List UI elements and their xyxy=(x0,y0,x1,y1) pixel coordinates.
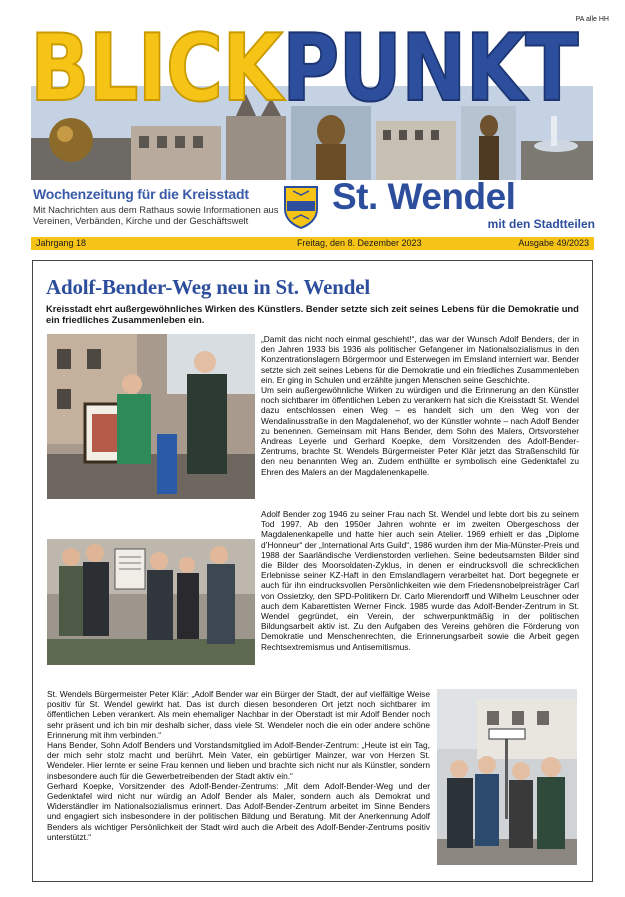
photo-memorial-plaque xyxy=(47,539,255,665)
coat-of-arms-icon xyxy=(283,185,319,229)
issue-volume: Jahrgang 18 xyxy=(36,238,87,248)
article-column-bottom xyxy=(47,689,430,842)
article-paragraph-1: „Damit das nicht noch einmal geschieht!“, das war der Wunsch Adolf Benders, der in den Jahren 1933 bis 1936 als politischer Gefangener im Nationalsozialismus in den Konzentrationslagern Börgermoor und Esterwegen im Emsland interniert war. Bender setzte sich zeit seines Lebens für die Demokratie und ein friedliches Zusammenleben ein. Er ging in Schulen und erzählte jungen Menschen seine Geschichte. xyxy=(261,334,579,385)
town-subtitle: mit den Stadtteilen xyxy=(487,217,595,231)
article-headline: Adolf-Bender-Weg neu in St. Wendel xyxy=(46,275,370,299)
issue-info-bar xyxy=(31,237,594,250)
article-paragraph-3: Adolf Bender zog 1946 zu seiner Frau nach St. Wendel und lebte dort bis zu seinem Tod 1997. Ab den 1950er Jahren wohnte er im zweiten Obergeschoss der Magdalenenkapelle und hatte hier auch sein Atelier. 1969 erhielt er das „Diplome d’Honneur“ der „International Arts Guild“, 1986 wurden ihm der Mia-Münster-Preis und 1988 der Saarländische Verdienstorden verliehen. Seine bedeutsamsten Bilder sind die Bilder des Moorsoldaten-Zyklus, in denen er eindrucksvoll die schrecklichen Erlebnisse seiner KZ-Haft in den Emslandlagern verarbeitet hat. Dort begegnete er auch für ihn eindrucksvollen Persönlichkeiten wie dem Friedensnobelpreisträger Carl von Ossietzky, den SPD-Politikern Dr. Carlo Mierendorff und Wilhelm Leuschner oder auch dem Kabarettisten Werner Finck. 1985 wurde das Adolf-Bender-Zentrum in St. Wendel gegründet, ein Verein, der schwerpunktmäßig in der politischen Bildungsarbeit aktiv ist. Zu den Aufgaben des Vereins gehören die Förderung von Demokratie und Menschenrechten, die Erinnerungsarbeit sowie die Arbeit gegen Rechtsextremismus und Antisemitismus. xyxy=(261,509,579,652)
issue-date: Freitag, den 8. Dezember 2023 xyxy=(297,238,422,248)
article-column-right-middle xyxy=(261,509,579,652)
article-paragraph-4: St. Wendels Bürgermeister Peter Klär: „Adolf Bender war ein Bürger der Stadt, der auf vielfältige Weise positiv für St. Wendel gewirkt hat. Das ist durch diesen besonderen Ort jetzt noch sichtbarer im öffentlichen Leben verankert. Als mein ehemaliger Nachbar in der Oberstadt ist mir Adolf Bender noch sehr präsent und ich bin mir deshalb sicher, dass viele St. Wendeler noch die ein oder andere schöne Erinnerung mit ihm verbinden.“ xyxy=(47,689,430,740)
masthead-title xyxy=(30,14,578,122)
article-column-right-top xyxy=(261,334,579,477)
corner-label: PA alle HH xyxy=(575,16,609,23)
masthead-title-punkt: PUNKT xyxy=(282,14,578,122)
tagline-description: Mit Nachrichten aus dem Rathaus sowie Informationen aus Vereinen, Verbänden, Kirche und der Geschäftswelt xyxy=(33,204,279,226)
article-lede: Kreisstadt ehrt außergewöhnliches Wirken des Künstlers. Bender setzte sich zeit seines Lebens für die Demokratie und ein friedliches Zusammenleben ein. xyxy=(46,303,579,325)
photo-sign-unveiling xyxy=(47,334,255,499)
article xyxy=(32,260,593,882)
photo-street-sign-group xyxy=(437,689,577,865)
masthead-title-blick: BLICK xyxy=(30,14,283,122)
subheader-left xyxy=(33,186,293,226)
issue-number: Ausgabe 49/2023 xyxy=(518,238,589,248)
town-name: St. Wendel xyxy=(332,176,516,217)
tagline: Wochenzeitung für die Kreisstadt xyxy=(33,186,249,202)
article-paragraph-2: Um sein außergewöhnliche Wirken zu würdigen und die Erinnerung an den Künstler noch sichtbarer im öffentlichen Leben zu verankern hat sich die Kreisstadt St. Wendel dazu entschlossen einen Weg – es handelt sich um den Weg von der Wendalinusstraße in den Magdalenehof, wo der Künstler wohnte – nach Adolf Bender zu benennen. Gemeinsam mit Hans Bender, dem Sohn des Malers, Ortsvorsteher Andreas Leyerle und Gerhard Koepke, dem Vorsitzenden des Adolf-Bender-Zentrums, brachte St. Wendels Bürgermeister Peter Klär jetzt das Straßenschild für den neu benannten Weg an. Zudem enthüllte er symbolisch eine Gedenktafel zu Ehren des Malers an der Magdalenenkapelle. xyxy=(261,385,579,477)
article-paragraph-6: Gerhard Koepke, Vorsitzender des Adolf-Bender-Zentrums: „Mit dem Adolf-Bender-Weg und der Gedenktafel wird nicht nur würdig an Adolf Bender als Maler, sondern auch als Demokrat und Widerständler im Nationalsozialismus erinnert. Das Adolf-Bender-Zentrum arbeitet im Sinne Benders und engagiert sich insbesondere in der politischen Bildung und Beratung. Mit der Anerkennung Adolf Benders als wichtiger Persönlichkeit der Stadt wird auch die Arbeit des Adolf-Bender-Zentrums positiv unterstützt.“ xyxy=(47,780,430,842)
article-paragraph-5: Hans Bender, Sohn Adolf Benders und Vorstandsmitglied im Adolf-Bender-Zentrum: „Heute ist ein Tag, der mich sehr stolz macht und berührt. Mein Vater, ein gebürtiger Mainzer, war von Herzen St. Wendeler. Hier lernte er seine Frau kennen und lieben und brachte sich nicht nur als Künstler, sondern insbesondere auch für die Gewerbetreibenden der Stadt aktiv ein.“ xyxy=(47,740,430,781)
